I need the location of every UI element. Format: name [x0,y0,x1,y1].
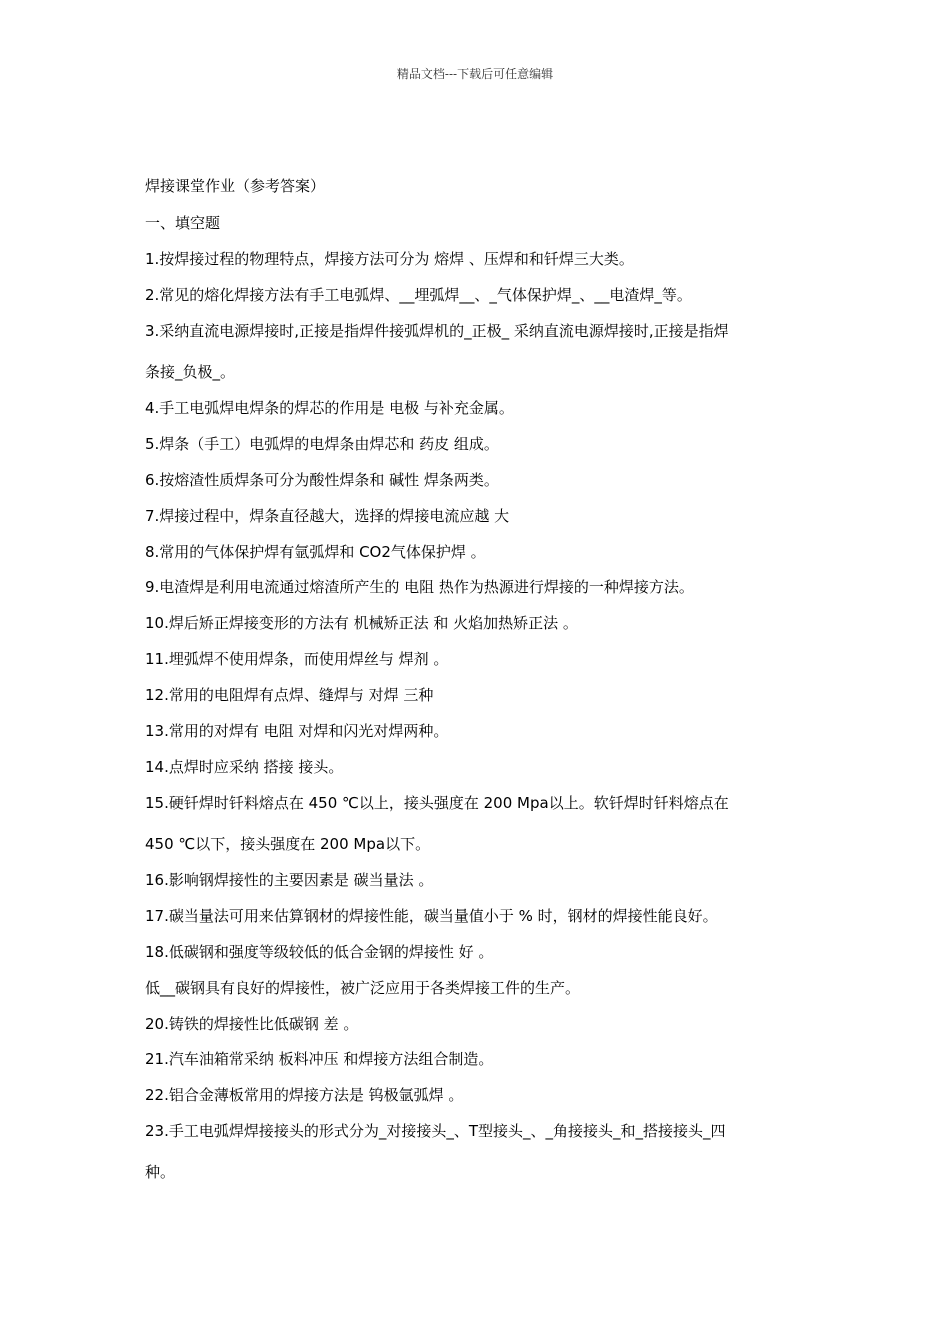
question-line: 17.碳当量法可用来估算钢材的焊接性能，碳当量值小于 % 时，钢材的焊接性能良好。 [145,907,718,925]
question-line: 22.铝合金薄板常用的焊接方法是 钨极氩弧焊 。 [145,1086,464,1104]
question-line: 9.电渣焊是利用电流通过熔渣所产生的 电阻 热作为热源进行焊接的一种焊接方法。 [145,578,694,596]
question-line: 10.焊后矫正焊接变形的方法有 机械矫正法 和 火焰加热矫正法 。 [145,614,578,632]
question-line: 14.点焊时应采纳 搭接 接头。 [145,758,344,776]
question-line: 低__碳钢具有良好的焊接性，被广泛应用于各类焊接工件的生产。 [145,979,581,997]
question-line: 1.按焊接过程的物理特点，焊接方法可分为 熔焊 、压焊和和钎焊三大类。 [145,250,634,268]
question-line: 21.汽车油箱常采纳 板料冲压 和焊接方法组合制造。 [145,1050,494,1068]
question-line: 7.焊接过程中，焊条直径越大，选择的焊接电流应越 大 [145,507,510,525]
question-line: 种。 [145,1163,176,1181]
page-header: 精品文档---下载后可任意编辑 [396,67,554,81]
question-line: 6.按熔渣性质焊条可分为酸性焊条和 碱性 焊条两类。 [145,471,499,489]
section-heading: 一、填空题 [145,214,221,232]
question-line: 12.常用的电阻焊有点焊、缝焊与 对焊 三种 [145,686,434,704]
question-line: 20.铸铁的焊接性比低碳钢 差 。 [145,1015,359,1033]
question-line: 16.影响钢焊接性的主要因素是 碳当量法 。 [145,871,434,889]
question-line: 3.采纳直流电源焊接时,正接是指焊件接弧焊机的_正极_ 采纳直流电源焊接时,正接是指焊 [145,322,729,340]
question-line: 8.常用的气体保护焊有氩弧焊和 CO2气体保护焊 。 [145,543,486,561]
question-line: 2.常见的熔化焊接方法有手工电弧焊、__埋弧焊__、_气体保护焊_、__电渣焊_等。 [145,286,692,304]
question-line: 15.硬钎焊时钎料熔点在 450 ℃以上，接头强度在 200 Mpa以上。软钎焊时钎料熔点在 [145,794,729,812]
document-title: 焊接课堂作业（参考答案） [145,177,326,195]
question-line: 450 ℃以下，接头强度在 200 Mpa以下。 [145,835,431,853]
question-line: 5.焊条（手工）电弧焊的电焊条由焊芯和 药皮 组成。 [145,435,499,453]
question-line: 11.埋弧焊不使用焊条，而使用焊丝与 焊剂 。 [145,650,449,668]
question-line: 23.手工电弧焊焊接接头的形式分为_对接接头_、T型接头_、_角接接头_和_搭接接头_四 [145,1122,726,1140]
question-line: 13.常用的对焊有 电阻 对焊和闪光对焊两种。 [145,722,449,740]
question-line: 4.手工电弧焊电焊条的焊芯的作用是 电极 与补充金属。 [145,399,514,417]
question-line: 18.低碳钢和强度等级较低的低合金钢的焊接性 好 。 [145,943,494,961]
question-line: 条接_负极_。 [145,363,236,381]
